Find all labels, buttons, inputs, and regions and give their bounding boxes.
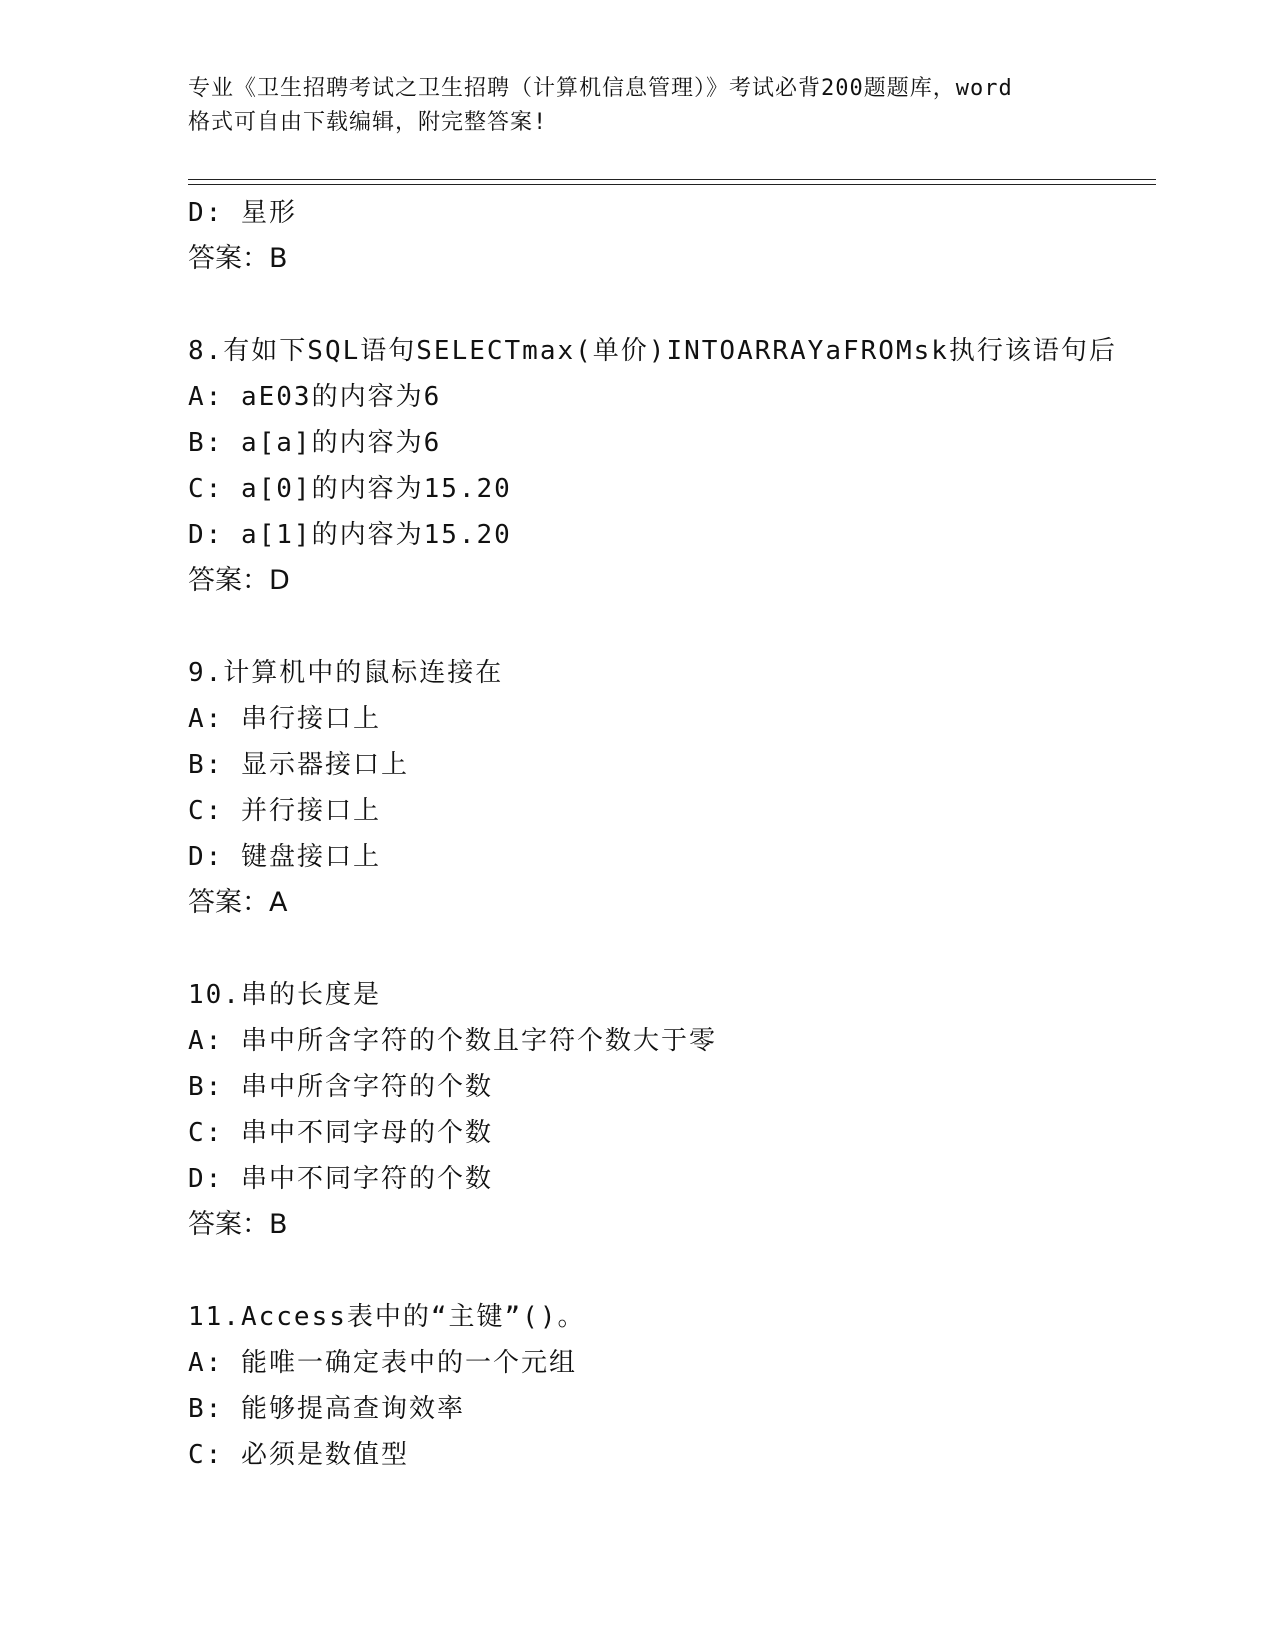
- document-header: [188, 72, 1088, 140]
- question-text: 11.Access表中的“主键”()。: [188, 1302, 586, 1332]
- answer-line: 答案：A: [188, 887, 288, 918]
- option-b: B: a[a]的内容为6: [188, 428, 442, 458]
- spacer: [188, 926, 1168, 972]
- question-text: 9.计算机中的鼠标连接在: [188, 658, 504, 688]
- option-b: B: 能够提高查询效率: [188, 1394, 465, 1424]
- option-b: B: 显示器接口上: [188, 750, 409, 780]
- header-divider-top: [188, 179, 1156, 180]
- option-a: A: 能唯一确定表中的一个元组: [188, 1348, 577, 1378]
- spacer: [188, 1248, 1168, 1294]
- answer-line: 答案：B: [188, 243, 288, 274]
- answer-line: 答案：B: [188, 1209, 288, 1240]
- option-c: C: a[0]的内容为15.20: [188, 474, 512, 504]
- question-list: [188, 190, 1168, 1478]
- option-c: C: 串中不同字母的个数: [188, 1118, 493, 1148]
- option-c: C: 并行接口上: [188, 796, 381, 826]
- question-7-tail: [188, 190, 1168, 282]
- option-c: C: 必须是数值型: [188, 1440, 409, 1470]
- question-11: [188, 1294, 1168, 1478]
- option-a: A: 串行接口上: [188, 704, 381, 734]
- answer-line: 答案：D: [188, 565, 290, 596]
- option-d: D: 星形: [188, 198, 297, 228]
- question-text: 10.串的长度是: [188, 980, 381, 1010]
- question-8: [188, 328, 1168, 604]
- option-d: D: a[1]的内容为15.20: [188, 520, 512, 550]
- question-10: [188, 972, 1168, 1248]
- spacer: [188, 282, 1168, 328]
- option-b: B: 串中所含字符的个数: [188, 1072, 493, 1102]
- option-a: A: 串中所含字符的个数且字符个数大于零: [188, 1026, 717, 1056]
- option-a: A: aE03的内容为6: [188, 382, 442, 412]
- header-title-line-1: 专业《卫生招聘考试之卫生招聘（计算机信息管理）》考试必背200题题库，word: [188, 76, 1013, 101]
- header-title-line-2: 格式可自由下载编辑，附完整答案!: [188, 110, 548, 135]
- option-d: D: 键盘接口上: [188, 842, 381, 872]
- header-divider-bottom: [188, 184, 1156, 185]
- option-d: D: 串中不同字符的个数: [188, 1164, 493, 1194]
- question-9: [188, 650, 1168, 926]
- question-text: 8.有如下SQL语句SELECTmax(单价)INTOARRAYaFROMsk执行该语句后: [188, 336, 1117, 366]
- spacer: [188, 604, 1168, 650]
